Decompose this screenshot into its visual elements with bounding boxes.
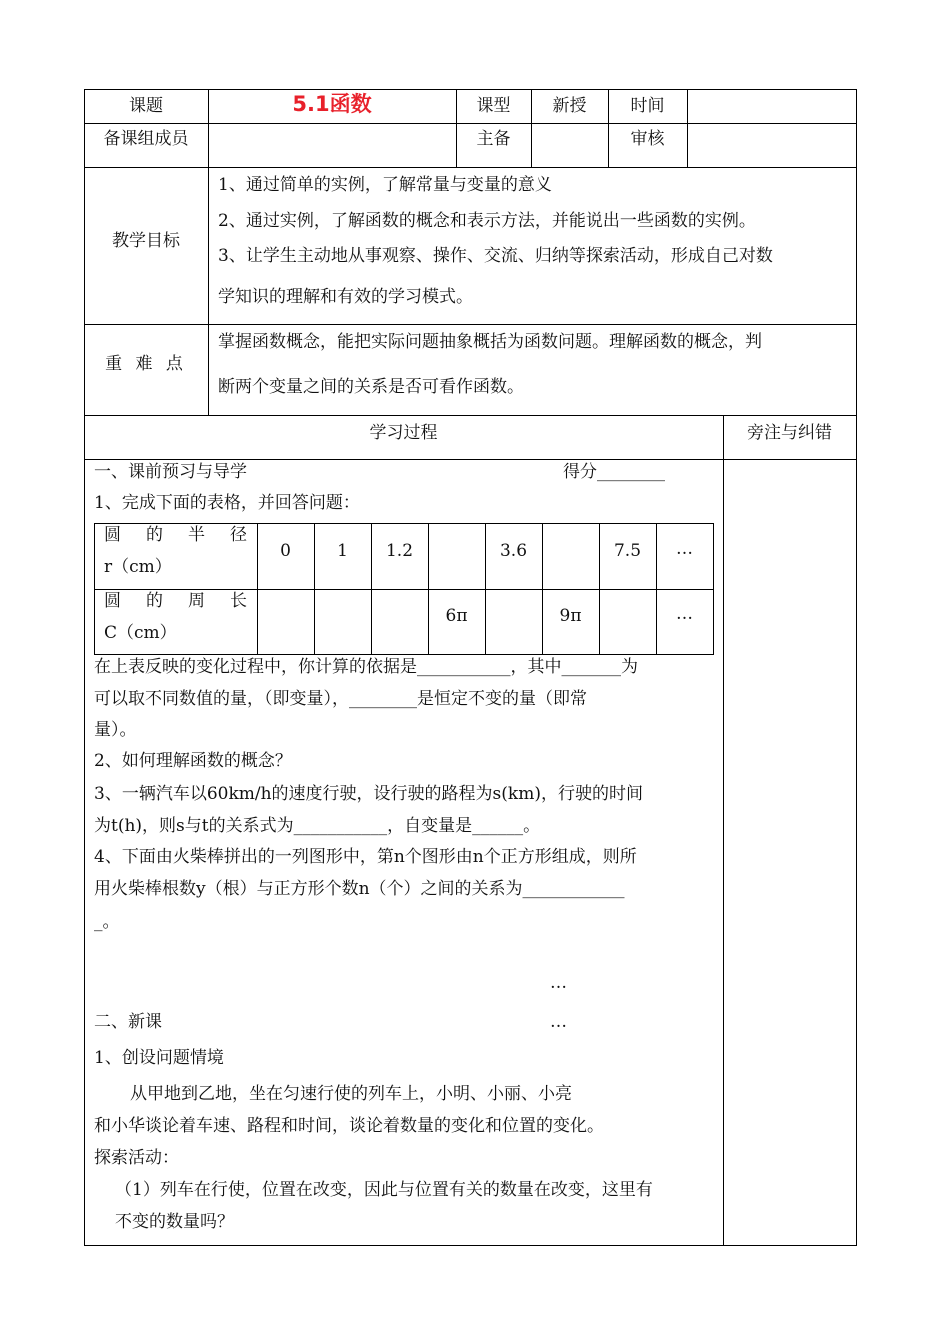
table-row-head-unit: r（cm） <box>104 557 172 577</box>
section-2-item-1: 1、创设问题情境 <box>94 1048 224 1068</box>
lead-label: 主备 <box>476 129 511 149</box>
table-rule <box>84 324 857 325</box>
scenario-text: 和小华谈论着车速、路程和时间，谈论着数量的变化和位置的变化。 <box>94 1116 604 1136</box>
goal-item: 1、通过简单的实例，了解常量与变量的意义 <box>218 175 552 195</box>
inner-table-rule <box>428 523 429 655</box>
goal-item: 2、通过实例，了解函数的概念和表示方法，并能说出一些函数的实例。 <box>218 211 756 231</box>
goal-item: 学知识的理解和有效的学习模式。 <box>218 287 473 307</box>
question-1-text: 量）。 <box>94 720 137 740</box>
key-points-line: 掌握函数概念，能把实际问题抽象概括为函数问题。理解函数的概念，判 <box>218 332 762 352</box>
inner-table-border-right <box>713 523 714 655</box>
key-points-label: 重 难 点 <box>105 354 187 374</box>
table-cell: 1.2 <box>385 541 414 561</box>
table-cell: … <box>676 539 693 559</box>
table-border-left <box>84 89 85 1246</box>
explore-question-1: 不变的数量吗？ <box>115 1212 234 1232</box>
table-row-head: 圆 的 半 径 <box>104 525 247 545</box>
topic-title: 5.1函数 <box>292 92 372 116</box>
question-4: _。 <box>94 912 120 932</box>
table-cell: 1 <box>337 541 348 561</box>
key-points-line: 断两个变量之间的关系是否可看作函数。 <box>218 377 524 397</box>
type-value: 新授 <box>552 96 587 116</box>
inner-table-rule <box>542 523 543 655</box>
table-rule <box>84 123 857 124</box>
question-4: 4、下面由火柴棒拼出的一列图形中，第n个图形由n个正方形组成，则所 <box>94 847 637 867</box>
table-rule <box>687 89 688 168</box>
goal-item: 3、让学生主动地从事观察、操作、交流、归纳等探索活动，形成自己对数 <box>218 246 773 266</box>
question-3: 3、一辆汽车以60km/h的速度行驶，设行驶的路程为s(km)，行驶的时间 <box>94 784 643 804</box>
section-2-title: 二、新课 <box>94 1012 162 1032</box>
table-rule <box>84 459 857 460</box>
scenario-text: 从甲地到乙地，坐在匀速行使的列车上，小明、小丽、小亮 <box>130 1084 572 1104</box>
table-row-head-unit: C（cm） <box>104 623 177 643</box>
ellipsis: … <box>550 1012 567 1032</box>
question-4: 用火柴棒根数y（根）与正方形个数n（个）之间的关系为____________ <box>94 879 625 899</box>
question-2: 2、如何理解函数的概念？ <box>94 751 292 771</box>
table-border-top <box>84 89 857 90</box>
table-cell: 0 <box>280 541 291 561</box>
table-rule <box>84 415 857 416</box>
explore-label: 探索活动： <box>94 1148 179 1168</box>
table-cell: 7.5 <box>613 541 642 561</box>
question-1: 1、完成下面的表格，并回答问题： <box>94 493 360 513</box>
topic-label: 课题 <box>129 96 163 116</box>
table-border-right <box>856 89 857 1246</box>
question-1-text: 可以取不同数值的量，（即变量），________是恒定不变的量（即常 <box>94 689 587 709</box>
table-cell: 6π <box>445 606 468 626</box>
process-header: 学习过程 <box>369 423 438 443</box>
explore-question-1: （1）列车在行使，位置在改变，因此与位置有关的数量在改变，这里有 <box>115 1180 653 1200</box>
inner-table-border-bottom <box>94 654 714 655</box>
type-label: 课型 <box>476 96 511 116</box>
section-1-title: 一、课前预习与导学 <box>94 462 247 482</box>
time-label: 时间 <box>630 96 665 116</box>
table-border-bottom <box>84 1245 857 1246</box>
review-label: 审核 <box>630 129 665 149</box>
table-rule <box>84 167 857 168</box>
question-1-text: 在上表反映的变化过程中，你计算的依据是___________，其中_______为 <box>94 657 638 677</box>
table-cell: 9π <box>559 606 582 626</box>
group-label: 备课组成员 <box>103 129 189 149</box>
table-cell: … <box>676 604 693 624</box>
side-notes-header: 旁注与纠错 <box>747 423 832 443</box>
ellipsis: … <box>550 973 567 993</box>
goals-label: 教学目标 <box>112 231 180 251</box>
question-3: 为t(h)，则s与t的关系式为___________，自变量是______。 <box>94 816 541 836</box>
table-rule <box>208 89 209 416</box>
score-field: 得分________ <box>563 462 665 482</box>
table-cell: 3.6 <box>499 541 528 561</box>
table-rule <box>723 415 724 1246</box>
table-row-head: 圆 的 周 长 <box>104 591 247 611</box>
inner-table-border-left <box>94 523 95 655</box>
